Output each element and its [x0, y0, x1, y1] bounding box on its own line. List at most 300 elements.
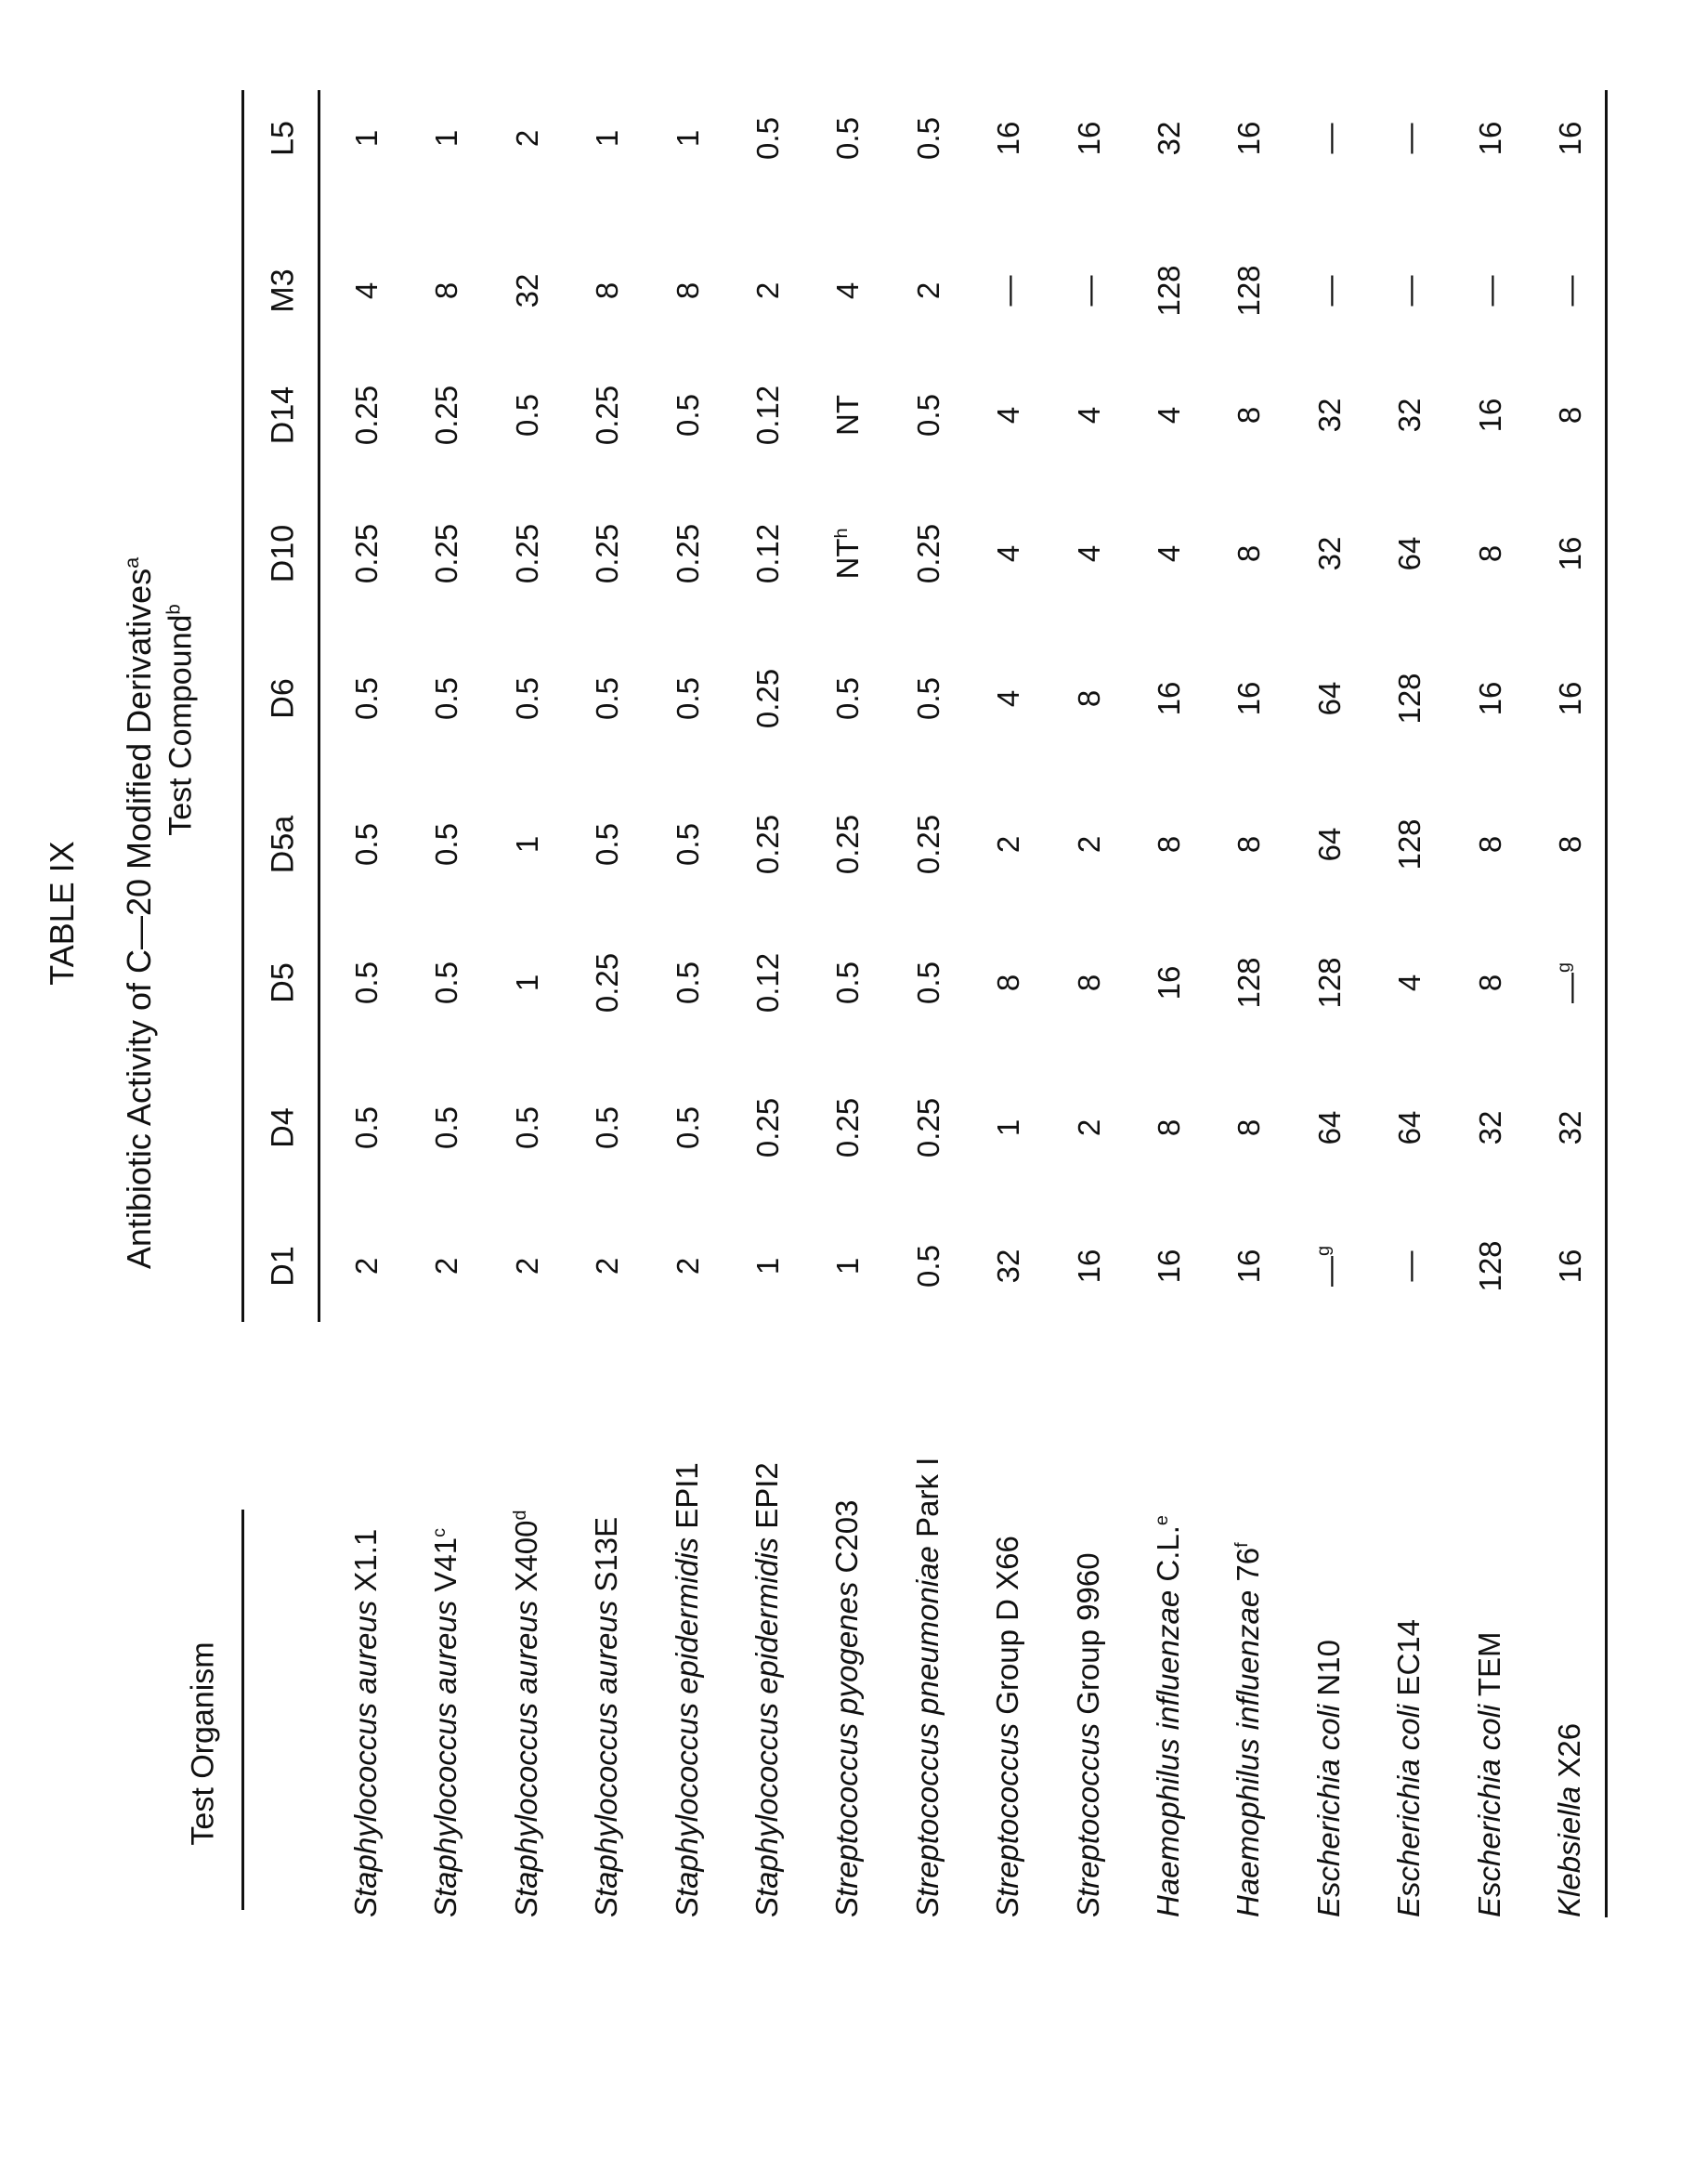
organism-header: Test Organism [186, 1641, 222, 1845]
cell-value: 8 [1553, 407, 1587, 424]
cell-value: 16 [1473, 399, 1507, 433]
table-cell [830, 961, 866, 1004]
table-cell [1312, 276, 1348, 307]
organism-strain: N10 [1311, 1640, 1346, 1705]
table-cell [1231, 836, 1267, 853]
organism-genus-species: Haemophilus influenzae [1231, 1590, 1265, 1917]
cell-value: 0.5 [590, 823, 624, 866]
organism-strain: EPI1 [670, 1462, 704, 1537]
table-cell [991, 545, 1026, 562]
cell-value: 16 [1152, 682, 1186, 716]
table-cell [429, 386, 464, 445]
table-cell [1072, 836, 1107, 853]
cell-value: 4 [1072, 407, 1106, 424]
cell-value: 0.25 [911, 1098, 945, 1157]
table-cell [750, 524, 786, 583]
cell-value: 128 [1231, 957, 1266, 1008]
table-cell [671, 130, 706, 147]
table-cell [590, 386, 625, 445]
table-cell [1553, 407, 1588, 424]
cell-value: 0.25 [911, 524, 945, 583]
table-cell [1553, 836, 1588, 853]
organism-name [1151, 1515, 1186, 1917]
table-cell [830, 815, 866, 874]
footnote-marker: d [510, 1510, 530, 1521]
cell-value: 0.5 [429, 823, 463, 866]
cell-value: 16 [1553, 682, 1587, 716]
cell-value: 16 [1231, 682, 1266, 716]
table-cell [1473, 545, 1508, 562]
cell-value: 1 [510, 836, 544, 853]
table-cell [1072, 690, 1107, 707]
table-cell [510, 524, 545, 583]
cell-value: — [1072, 276, 1106, 307]
organism-name [1311, 1640, 1347, 1917]
organism-strain: Park I [910, 1458, 945, 1546]
table-cell [1392, 818, 1427, 870]
cell-value: 0.25 [590, 386, 624, 445]
cell-value: 32 [1152, 122, 1186, 156]
cell-value: 16 [1553, 1249, 1587, 1284]
column-header-d14: D14 [266, 386, 302, 444]
organism-genus-species: Escherichia coli [1311, 1705, 1346, 1917]
table-cell [429, 1106, 464, 1149]
cell-value: — [1392, 1251, 1427, 1282]
table-cell [1152, 122, 1187, 156]
table-cell [750, 669, 786, 728]
table-cell [911, 961, 946, 1004]
cell-value: 0.5 [590, 677, 624, 720]
table-cell [991, 122, 1026, 156]
table-cell [1553, 537, 1588, 571]
organism-strain: Group 9960 [1071, 1552, 1105, 1722]
cell-value: 0.5 [911, 961, 945, 1004]
cell-value: 8 [1152, 1119, 1186, 1136]
table-bottom-rule [1605, 90, 1608, 1917]
cell-value: 4 [991, 545, 1025, 562]
cell-value: 32 [1392, 399, 1427, 433]
table-cell [1152, 265, 1187, 316]
organism-genus-species: Escherichia coli [1472, 1705, 1506, 1917]
cell-value: 8 [1231, 545, 1266, 562]
cell-value: 0.25 [510, 524, 544, 583]
cell-value: 4 [991, 690, 1025, 707]
cell-value: — [1553, 973, 1587, 1003]
table-cell [1392, 1111, 1427, 1145]
cell-value: 16 [991, 122, 1025, 156]
table-cell [590, 130, 625, 147]
cell-value: 0.5 [830, 961, 865, 1004]
cell-value: — [991, 276, 1025, 307]
organism-name [428, 1528, 463, 1917]
table-cell [1231, 957, 1267, 1008]
table-cell [671, 1258, 706, 1275]
table-cell [1392, 276, 1427, 307]
cell-value: 32 [1473, 1111, 1507, 1145]
cell-value: 0.25 [349, 524, 384, 583]
table-cell [429, 130, 464, 147]
table-cell [1072, 1119, 1107, 1136]
table-cell [349, 961, 384, 1004]
cell-value: 2 [1072, 1119, 1106, 1136]
table-cell [671, 524, 706, 583]
cell-value: 2 [750, 282, 785, 299]
cell-value: 64 [1392, 537, 1427, 571]
table-cell [1553, 962, 1588, 1003]
table-cell [1312, 537, 1348, 571]
table-cell [1473, 1240, 1508, 1291]
cell-value: 64 [1392, 1111, 1427, 1145]
table-cell [1312, 828, 1348, 862]
organism-strain: X26 [1552, 1723, 1586, 1786]
organism-genus-species: Staphylococcus aureus [509, 1601, 543, 1917]
table-cell [1312, 124, 1348, 154]
organism-genus-species: Staphylococcus epidermidis [749, 1537, 784, 1917]
table-cell [349, 1106, 384, 1149]
cell-value: 0.12 [750, 386, 785, 445]
cell-value: 8 [1473, 836, 1507, 853]
table-cell [510, 677, 545, 720]
table-cell [1473, 1111, 1508, 1145]
cell-value: 1 [590, 130, 624, 147]
table-cell [1152, 407, 1187, 424]
table-cell [750, 1258, 786, 1275]
cell-value: 0.5 [429, 961, 463, 1004]
table-cell [590, 1258, 625, 1275]
table-cell [830, 282, 866, 299]
organism-genus-species: Haemophilus influenzae [1151, 1590, 1185, 1917]
cell-value: 0.5 [911, 677, 945, 720]
organism-name [749, 1462, 785, 1917]
table-cell [349, 130, 384, 147]
cell-value: 0.25 [750, 815, 785, 874]
organism-name [670, 1462, 705, 1917]
cell-value: 4 [991, 407, 1025, 424]
cell-value: 0.5 [750, 117, 785, 160]
table-cell [750, 1098, 786, 1157]
cell-value: 32 [1553, 1111, 1587, 1145]
cell-value: 1 [830, 1258, 865, 1275]
table-cell [1392, 399, 1427, 433]
table-cell [671, 677, 706, 720]
table-cell [1231, 122, 1267, 156]
cell-value: 1 [991, 1119, 1025, 1136]
table-title [121, 557, 158, 1269]
cell-value: 16 [1152, 966, 1186, 1000]
table-cell [671, 282, 706, 299]
table-cell [911, 524, 946, 583]
cell-value: 1 [671, 130, 705, 147]
table-cell [429, 823, 464, 866]
organism-strain: EPI2 [749, 1462, 784, 1537]
column-header-rule [318, 90, 320, 1322]
rotated-table-page [0, 0, 1694, 2184]
table-cell [1152, 1249, 1187, 1284]
cell-value: — [1473, 276, 1507, 307]
table-cell [1072, 1249, 1107, 1284]
table-cell [1312, 1246, 1348, 1287]
table-cell [1072, 122, 1107, 156]
cell-value: 0.5 [911, 1245, 945, 1288]
cell-value: 2 [911, 282, 945, 299]
table-cell [1231, 545, 1267, 562]
cell-value: — [1312, 1256, 1347, 1287]
organism-name [589, 1517, 624, 1917]
table-cell [1553, 1249, 1588, 1284]
organism-genus-species: Staphylococcus aureus [589, 1601, 623, 1917]
table-cell [750, 953, 786, 1013]
table-cell [1231, 1119, 1267, 1136]
table-cell [1072, 407, 1107, 424]
table-cell [830, 677, 866, 720]
organism-strain: S13E [589, 1517, 623, 1601]
cell-value: 8 [429, 282, 463, 299]
table-cell [429, 282, 464, 299]
table-cell [1553, 682, 1588, 716]
compound-header [163, 604, 200, 835]
table-cell [750, 386, 786, 445]
table-cell [750, 815, 786, 874]
organism-genus-species: Streptococcus pyogenes [829, 1582, 864, 1917]
cell-value: 8 [1473, 545, 1507, 562]
organism-name [990, 1536, 1025, 1917]
cell-value: 8 [1152, 836, 1186, 853]
table-cell [1473, 836, 1508, 853]
cell-value: 16 [1553, 537, 1587, 571]
cell-value: 1 [510, 974, 544, 991]
table-cell [1152, 682, 1187, 716]
cell-value: 8 [991, 974, 1025, 991]
cell-value: 0.5 [510, 394, 544, 437]
organism-name [1552, 1723, 1587, 1917]
cell-value: 4 [1072, 545, 1106, 562]
table-cell [1231, 1249, 1267, 1284]
organism-genus-species: Staphylococcus epidermidis [670, 1537, 704, 1917]
cell-value: — [1392, 276, 1427, 307]
cell-value: 0.5 [830, 117, 865, 160]
cell-value: 128 [1473, 1240, 1507, 1291]
table-cell [1553, 276, 1588, 307]
cell-value: 8 [1231, 407, 1266, 424]
cell-value: 0.5 [911, 394, 945, 437]
cell-value: 8 [671, 282, 705, 299]
table-cell [1392, 124, 1427, 154]
cell-value: 128 [1152, 265, 1186, 316]
cell-value: 0.5 [429, 677, 463, 720]
cell-value: 0.25 [671, 524, 705, 583]
column-header-d1: D1 [266, 1246, 302, 1286]
cell-value: 16 [1231, 1249, 1266, 1284]
cell-value: — [1312, 276, 1347, 307]
organism-name [910, 1458, 945, 1917]
table-cell [911, 394, 946, 437]
cell-value: 8 [1231, 836, 1266, 853]
table-number: TABLE IX [44, 841, 81, 985]
table-cell [1152, 836, 1187, 853]
organism-strain: EC14 [1391, 1619, 1426, 1705]
cell-value: 0.12 [750, 953, 785, 1013]
cell-value: 4 [1392, 974, 1427, 991]
table-cell [1392, 673, 1427, 724]
table-cell [1473, 276, 1508, 307]
organism-genus-species: Streptococcus pneumoniae [910, 1546, 945, 1917]
cell-value: 2 [991, 836, 1025, 853]
table-cell [510, 1258, 545, 1275]
organism-strain: X1.1 [348, 1529, 383, 1601]
cell-value: 8 [590, 282, 624, 299]
organism-name [1391, 1619, 1427, 1917]
table-cell [349, 524, 384, 583]
cell-value: 0.25 [911, 815, 945, 874]
organism-strain: Group D X66 [990, 1536, 1024, 1723]
table-cell [1473, 122, 1508, 156]
cell-value: 0.5 [349, 823, 384, 866]
cell-value: 2 [590, 1258, 624, 1275]
table-cell [911, 815, 946, 874]
table-cell [429, 1258, 464, 1275]
cell-value: — [1553, 276, 1587, 307]
organism-genus-species: Escherichia coli [1391, 1705, 1426, 1917]
table-cell [1392, 1251, 1427, 1282]
cell-value: 0.25 [349, 386, 384, 445]
table-cell [510, 1106, 545, 1149]
organism-genus-species: Streptococcus [990, 1723, 1024, 1917]
table-cell [830, 1098, 866, 1157]
cell-value: 8 [1473, 974, 1507, 991]
cell-value: 32 [1312, 399, 1347, 433]
cell-value: 2 [1072, 836, 1106, 853]
cell-value: 16 [1553, 122, 1587, 156]
cell-value: 16 [1473, 122, 1507, 156]
table-cell [991, 974, 1026, 991]
table-cell [510, 274, 545, 308]
organism-strain: V41 [428, 1537, 463, 1601]
cell-value: 32 [510, 274, 544, 308]
cell-value: 0.5 [671, 394, 705, 437]
cell-value: 0.25 [429, 386, 463, 445]
cell-value: 0.25 [590, 524, 624, 583]
table-cell [1392, 537, 1427, 571]
organism-header-rule [241, 1510, 244, 1910]
cell-value: 0.5 [830, 677, 865, 720]
cell-value: 0.5 [671, 823, 705, 866]
table-cell [590, 823, 625, 866]
table-cell [671, 961, 706, 1004]
table-cell [830, 395, 866, 436]
footnote-marker: b [163, 604, 184, 614]
cell-value: 0.5 [671, 961, 705, 1004]
cell-value: 2 [510, 130, 544, 147]
table-cell [1553, 122, 1588, 156]
cell-value: 128 [1392, 673, 1427, 724]
table-cell [590, 953, 625, 1013]
table-cell [1473, 974, 1508, 991]
cell-value: 1 [349, 130, 384, 147]
table-cell [429, 677, 464, 720]
cell-value: 0.25 [750, 1098, 785, 1157]
table-cell [1231, 407, 1267, 424]
cell-value: 0.5 [349, 677, 384, 720]
table-cell [1152, 1119, 1187, 1136]
cell-value: 2 [671, 1258, 705, 1275]
footnote-marker: h [832, 528, 853, 538]
table-cell [911, 677, 946, 720]
cell-value: 32 [1312, 537, 1347, 571]
organism-genus-species: Klebsiella [1552, 1786, 1586, 1917]
cell-value: 2 [510, 1258, 544, 1275]
footnote-marker: g [1554, 962, 1574, 973]
cell-value: 2 [429, 1258, 463, 1275]
footnote-marker: a [120, 557, 143, 569]
table-cell [349, 1258, 384, 1275]
cell-value: 4 [830, 282, 865, 299]
cell-value: NT [830, 395, 865, 436]
table-cell [1312, 682, 1348, 716]
cell-value: 8 [1072, 690, 1106, 707]
column-header-d5: D5 [266, 962, 302, 1002]
cell-value: 0.25 [429, 524, 463, 583]
table-cell [349, 386, 384, 445]
cell-value: 4 [1152, 407, 1186, 424]
table-cell [590, 524, 625, 583]
table-cell [429, 961, 464, 1004]
cell-value: 128 [1312, 957, 1347, 1008]
cell-value: 16 [1473, 682, 1507, 716]
table-cell [830, 1258, 866, 1275]
table-cell [1072, 545, 1107, 562]
cell-value: 8 [1553, 836, 1587, 853]
cell-value: 16 [1072, 122, 1106, 156]
cell-value: 16 [1072, 1249, 1106, 1284]
table-cell [991, 1249, 1026, 1284]
cell-value: 4 [349, 282, 384, 299]
cell-value: 64 [1312, 828, 1347, 862]
cell-value: 8 [1072, 974, 1106, 991]
table-cell [911, 117, 946, 160]
table-cell [349, 282, 384, 299]
table-cell [1553, 1111, 1588, 1145]
cell-value: — [1392, 124, 1427, 154]
organism-genus-species: Streptococcus [1071, 1723, 1105, 1917]
organism-name [829, 1500, 865, 1917]
table-cell [510, 394, 545, 437]
cell-value: 0.5 [671, 677, 705, 720]
column-header-d4: D4 [266, 1107, 302, 1147]
organism-genus-species: Staphylococcus aureus [428, 1601, 463, 1917]
column-header-d6: D6 [266, 678, 302, 718]
organism-genus-species: Staphylococcus aureus [348, 1601, 383, 1917]
table-cell [1231, 682, 1267, 716]
cell-value: 64 [1312, 682, 1347, 716]
cell-value: 0.25 [750, 669, 785, 728]
table-cell [830, 117, 866, 160]
organism-strain: TEM [1472, 1632, 1506, 1705]
organism-strain: C.L. [1151, 1525, 1185, 1590]
table-cell [671, 394, 706, 437]
footnote-marker: f [1232, 1542, 1253, 1548]
table-cell [1312, 957, 1348, 1008]
cell-value: 0.5 [911, 117, 945, 160]
table-cell [1072, 276, 1107, 307]
table-cell [590, 1106, 625, 1149]
cell-value: 64 [1312, 1111, 1347, 1145]
cell-value: 0.25 [830, 1098, 865, 1157]
table-cell [1072, 974, 1107, 991]
footnote-marker: e [1152, 1515, 1172, 1525]
table-cell [1473, 682, 1508, 716]
organism-strain: C203 [829, 1500, 864, 1582]
cell-value: 0.5 [349, 1106, 384, 1149]
